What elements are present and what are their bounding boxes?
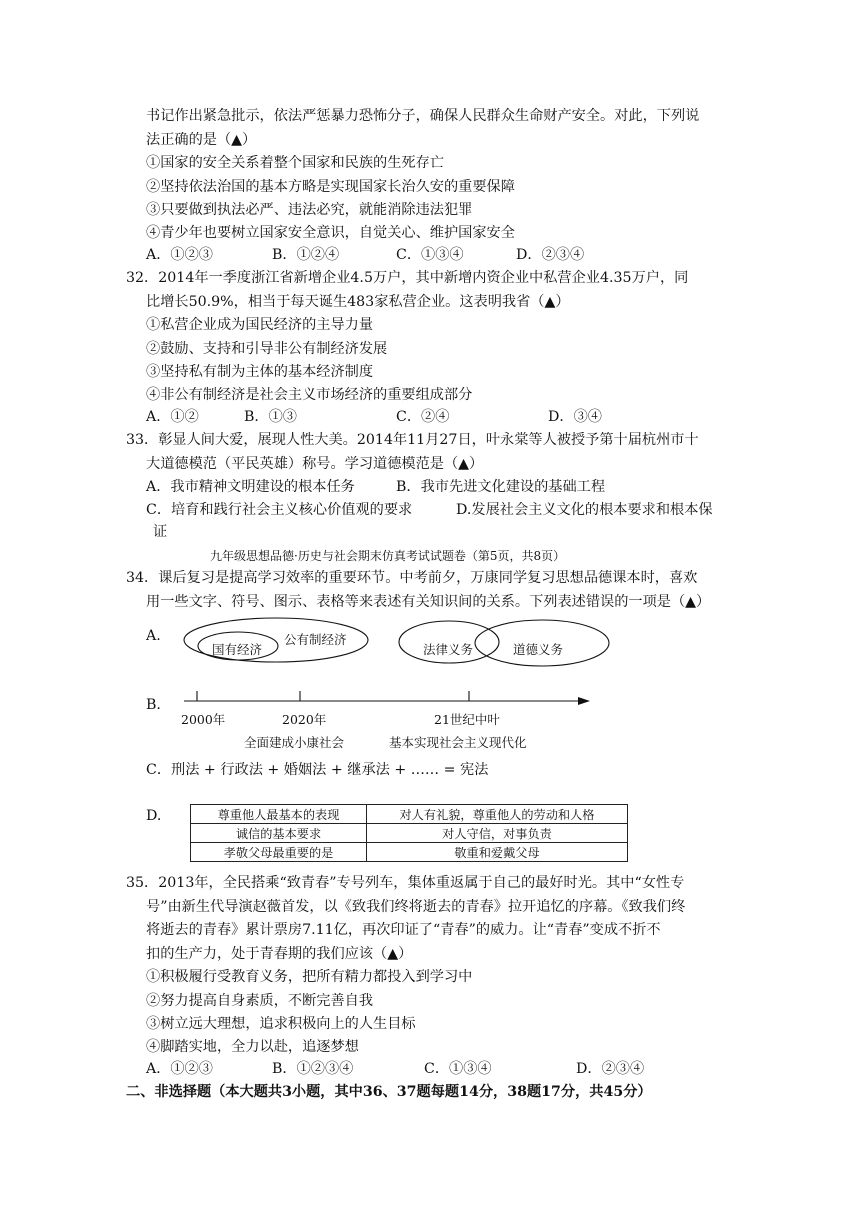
q35-option-c: C．①③④ — [424, 1061, 492, 1077]
table-cell: 诚信的基本要求 — [191, 824, 367, 843]
table-cell: 尊重他人最基本的表现 — [191, 805, 367, 824]
section-2-heading: 二、非选择题（本大题共3小题，其中36、37题每题14分，38题17分，共45分） — [126, 1084, 652, 1100]
legal-duty-label: 法律义务 — [423, 642, 474, 657]
public-economy-label: 公有制经济 — [284, 632, 347, 647]
table-cell: 孝敬父母最重要的是 — [191, 843, 367, 862]
q32-statement-3: ③坚持私有制为主体的基本经济制度 — [146, 364, 374, 380]
state-economy-label: 国有经济 — [212, 642, 263, 657]
q31-option-a: A．①②③ — [146, 247, 213, 263]
q35-option-d: D．②③④ — [576, 1061, 645, 1077]
q33-option-a: A．我市精神文明建设的根本任务 — [146, 479, 355, 495]
q33-option-c: C．培育和践行社会主义核心价值观的要求 — [146, 502, 413, 518]
q34-option-d-table — [190, 804, 628, 862]
q32-option-b: B．①③ — [244, 409, 297, 425]
q34-stem-line-1: 34．课后复习是提高学习效率的重要环节。中考前夕，万康同学复习思想品德课本时，喜欢 — [126, 570, 698, 586]
q35-option-a: A．①②③ — [146, 1061, 213, 1077]
q31-statement-1: ①国家的安全关系着整个国家和民族的生死存亡 — [146, 155, 444, 171]
q32-statement-2: ②鼓励、支持和引导非公有制经济发展 — [146, 341, 388, 357]
q35-statement-4: ④脚踏实地，全力以赴，追逐梦想 — [146, 1039, 359, 1055]
q33-stem-line-1: 33．彰显人间大爱，展现人性大美。2014年11月27日，叶永棠等人被授予第十届杭州市十 — [126, 432, 699, 448]
q34-option-d-label: D. — [146, 808, 162, 824]
q34-option-b-label: B. — [146, 697, 161, 713]
q35-stem-line-1: 35．2013年，全民搭乘“致青春”专号列车，集体重返属于自己的最好时光。其中“女性专 — [126, 875, 685, 891]
timeline-mid-century: 21世纪中叶 — [434, 712, 500, 727]
timeline-year-2000: 2000年 — [181, 712, 226, 727]
q35-option-b: B．①②③④ — [272, 1061, 354, 1077]
timeline-year-2020: 2020年 — [282, 712, 327, 727]
table-cell: 敬重和爱戴父母 — [367, 843, 628, 862]
q35-statement-2: ②努力提高自身素质，不断完善自我 — [146, 993, 374, 1009]
q35-stem-line-3: 将逝去的青春》累计票房7.11亿，再次印证了“青春”的威力。让“青春”变成不折不 — [146, 922, 661, 938]
q32-option-a: A．①② — [146, 409, 199, 425]
q33-option-d: D.发展社会主义文化的根本要求和根本保 — [456, 502, 713, 518]
q35-stem-line-4: 扣的生产力，处于青春期的我们应该（▲） — [146, 946, 413, 962]
q32-statement-4: ④非公有制经济是社会主义市场经济的重要组成部分 — [146, 387, 473, 403]
q33-option-b: B．我市先进文化建设的基础工程 — [396, 479, 606, 495]
q32-stem-line-2: 比增长50.9%，相当于每天诞生483家私营企业。这表明我省（▲） — [146, 294, 570, 310]
q31-stem-line-2: 法正确的是（▲） — [146, 132, 257, 148]
q31-statement-3: ③只要做到执法必严、违法必究，就能消除违法犯罪 — [146, 202, 473, 218]
page-footer: 九年级思想品德·历史与社会期末仿真考试试题卷（第5页，共8页） — [210, 549, 566, 563]
table-row — [191, 805, 628, 824]
timeline-goal-2: 基本实现社会主义现代化 — [389, 735, 527, 750]
q32-option-c: C．②④ — [396, 409, 450, 425]
table-cell: 对人守信，对事负责 — [367, 824, 628, 843]
timeline-goal-1: 全面建成小康社会 — [244, 735, 345, 750]
q31-option-c: C．①③④ — [396, 247, 464, 263]
q31-option-b: B．①②④ — [272, 247, 340, 263]
q35-stem-line-2: 号”由新生代导演赵薇首发，以《致我们终将逝去的青春》拉开追忆的序幕。《致我们终 — [146, 899, 686, 915]
table-row — [191, 824, 628, 843]
q33-option-d-continued: 证 — [153, 524, 168, 540]
q32-stem-line-1: 32．2014年一季度浙江省新增企业4.5万户，其中新增内资企业中私营企业4.35万户，同 — [126, 270, 689, 286]
q35-statement-3: ③树立远大理想，追求积极向上的人生目标 — [146, 1016, 416, 1032]
q31-statement-2: ②坚持依法治国的基本方略是实现国家长治久安的重要保障 — [146, 179, 515, 195]
timeline-arrow — [578, 697, 590, 705]
q32-option-d: D．③④ — [548, 409, 602, 425]
q32-statement-1: ①私营企业成为国民经济的主导力量 — [146, 317, 374, 333]
q34-stem-line-2: 用一些文字、符号、图示、表格等来表述有关知识间的关系。下列表述错误的一项是（▲） — [146, 594, 711, 610]
q34-option-c: C．刑法 + 行政法 + 婚姻法 + 继承法 + …… = 宪法 — [146, 762, 489, 778]
q31-stem-line-1: 书记作出紧急批示，依法严惩暴力恐怖分子，确保人民群众生命财产安全。对此，下列说 — [146, 108, 700, 124]
q33-stem-line-2: 大道德模范（平民英雄）称号。学习道德模范是（▲） — [146, 456, 484, 472]
q31-option-d: D．②③④ — [516, 247, 585, 263]
table-cell: 对人有礼貌，尊重他人的劳动和人格 — [367, 805, 628, 824]
table-row — [191, 843, 628, 862]
q35-statement-1: ①积极履行受教育义务，把所有精力都投入到学习中 — [146, 969, 473, 985]
q31-statement-4: ④青少年也要树立国家安全意识，自觉关心、维护国家安全 — [146, 225, 515, 241]
moral-duty-label: 道德义务 — [513, 642, 564, 657]
q34-option-a-label: A. — [146, 628, 161, 644]
